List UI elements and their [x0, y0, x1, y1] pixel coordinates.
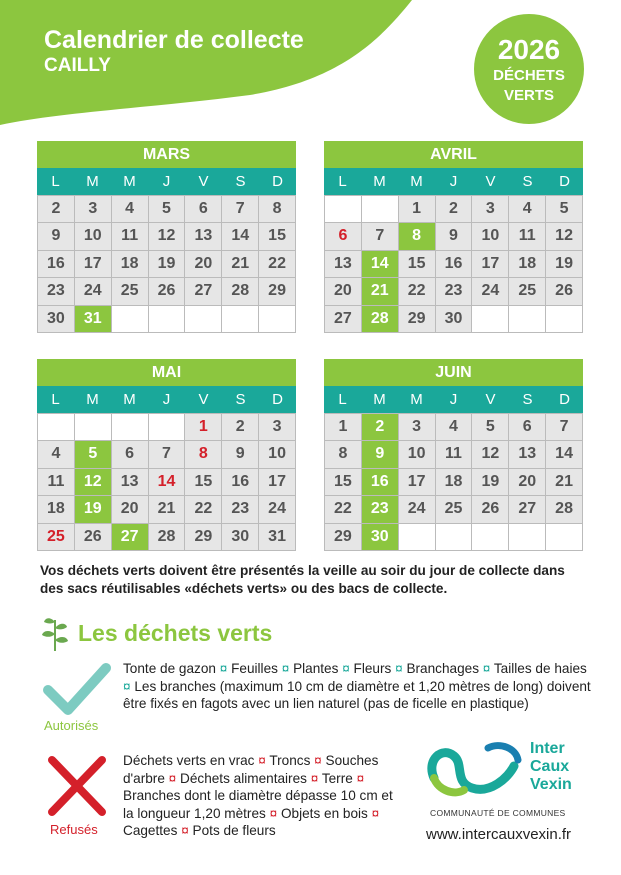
day-cell: 8	[325, 441, 362, 468]
day-cell: 17	[472, 251, 509, 278]
day-grid	[324, 413, 583, 551]
day-cell: 7	[546, 414, 583, 441]
day-cell: 12	[546, 223, 583, 250]
day-cell: 16	[436, 251, 473, 278]
weekday-label: D	[559, 391, 570, 408]
day-cell: 26	[472, 496, 509, 523]
weekday-label: L	[338, 391, 347, 408]
day-cell: 22	[185, 496, 222, 523]
day-cell: 30	[222, 524, 259, 551]
accepted-label: Autorisés	[44, 718, 99, 733]
day-cell: 24	[75, 278, 112, 305]
day-cell	[546, 306, 583, 333]
holiday-day: 25	[38, 524, 75, 551]
collection-day: 12	[75, 469, 112, 496]
day-cell: 3	[75, 196, 112, 223]
day-cell	[399, 524, 436, 551]
weekday-label: V	[198, 173, 209, 190]
day-cell: 20	[112, 496, 149, 523]
day-cell: 19	[149, 251, 186, 278]
logo-subtitle: COMMUNAUTÉ DE COMMUNES	[430, 808, 566, 818]
weekday-label: S	[235, 391, 246, 408]
month-calendar	[324, 141, 583, 333]
weekday-label: D	[559, 173, 570, 190]
day-grid	[324, 195, 583, 333]
separator-icon: ¤	[181, 823, 189, 838]
day-cell	[472, 306, 509, 333]
list-item: Plantes	[293, 661, 339, 676]
day-cell: 13	[185, 223, 222, 250]
day-cell: 25	[509, 278, 546, 305]
day-cell: 12	[149, 223, 186, 250]
weekday-label: D	[272, 173, 283, 190]
separator-icon: ¤	[258, 753, 266, 768]
separator-icon: ¤	[482, 661, 491, 676]
separator-icon: ¤	[395, 661, 403, 676]
day-cell: 6	[185, 196, 222, 223]
weekday-label: J	[449, 391, 458, 408]
day-cell: 15	[185, 469, 222, 496]
month-name: MARS	[37, 141, 296, 168]
day-cell: 11	[112, 223, 149, 250]
day-cell: 24	[259, 496, 296, 523]
day-cell	[222, 306, 259, 333]
day-cell: 5	[472, 414, 509, 441]
weekday-label: L	[51, 173, 60, 190]
day-cell: 4	[509, 196, 546, 223]
collection-day: 14	[362, 251, 399, 278]
day-cell: 15	[399, 251, 436, 278]
day-cell: 22	[399, 278, 436, 305]
day-cell	[436, 524, 473, 551]
day-cell: 28	[149, 524, 186, 551]
day-cell	[259, 306, 296, 333]
list-item: Feuilles	[231, 661, 278, 676]
separator-icon: ¤	[342, 661, 350, 676]
day-cell: 7	[362, 223, 399, 250]
collection-day: 19	[75, 496, 112, 523]
badge-year: 2026	[497, 34, 561, 65]
logo-line2: Caux	[530, 758, 570, 775]
separator-icon: ¤	[123, 678, 131, 694]
list-item: Cagettes	[123, 823, 178, 838]
day-cell: 3	[472, 196, 509, 223]
day-cell: 24	[399, 496, 436, 523]
day-cell: 25	[112, 278, 149, 305]
separator-icon: ¤	[168, 770, 177, 786]
refused-items	[123, 752, 405, 840]
day-cell: 16	[38, 251, 75, 278]
website-link[interactable]: www.intercauxvexin.fr	[426, 826, 572, 843]
day-cell: 29	[185, 524, 222, 551]
holiday-day: 14	[149, 469, 186, 496]
day-cell: 27	[509, 496, 546, 523]
list-item: Tailles de haies	[493, 661, 587, 676]
day-cell	[75, 414, 112, 441]
weekday-label: S	[522, 391, 533, 408]
list-item: Les branches (maximum 10 cm de diamètre et 1,20 mètres de long) doivent être fixés en fagots avec un lien naturel (pas de ficelle en plastique)	[123, 678, 591, 711]
weekday-header	[37, 168, 296, 195]
day-cell: 18	[112, 251, 149, 278]
day-cell: 23	[436, 278, 473, 305]
list-item: Tonte de gazon	[123, 661, 216, 676]
check-icon	[42, 660, 112, 718]
day-cell: 16	[222, 469, 259, 496]
day-cell: 26	[149, 278, 186, 305]
month-name: MAI	[37, 359, 296, 386]
weekday-label: M	[86, 391, 99, 408]
day-cell: 3	[399, 414, 436, 441]
day-cell	[185, 306, 222, 333]
day-cell: 15	[259, 223, 296, 250]
list-item: Objets en bois	[280, 805, 368, 821]
separator-icon: ¤	[371, 805, 380, 821]
day-cell: 6	[112, 441, 149, 468]
list-item: Déchets alimentaires	[180, 770, 307, 786]
separator-icon: ¤	[269, 805, 278, 821]
weekday-label: J	[449, 173, 458, 190]
holiday-day: 1	[185, 414, 222, 441]
day-cell: 1	[399, 196, 436, 223]
accepted-items	[123, 660, 593, 713]
day-grid	[37, 195, 296, 333]
separator-icon: ¤	[219, 661, 228, 676]
day-cell: 27	[325, 306, 362, 333]
year-badge	[474, 14, 584, 124]
day-cell: 28	[546, 496, 583, 523]
page-subtitle: CAILLY	[44, 55, 111, 76]
day-cell: 23	[38, 278, 75, 305]
list-item: Déchets verts en vrac	[123, 753, 255, 768]
day-cell: 13	[112, 469, 149, 496]
logo-line1: Inter	[530, 740, 565, 757]
day-cell: 6	[509, 414, 546, 441]
day-cell: 18	[38, 496, 75, 523]
day-cell: 11	[436, 441, 473, 468]
day-cell: 21	[222, 251, 259, 278]
weekday-label: V	[485, 173, 496, 190]
day-cell: 9	[222, 441, 259, 468]
collection-day: 27	[112, 524, 149, 551]
day-cell: 22	[325, 496, 362, 523]
day-cell: 1	[325, 414, 362, 441]
day-cell	[362, 196, 399, 223]
day-cell: 17	[399, 469, 436, 496]
day-cell	[546, 524, 583, 551]
collection-day: 16	[362, 469, 399, 496]
weekday-label: S	[522, 173, 533, 190]
section-title: Les déchets verts	[78, 620, 273, 646]
weekday-label: M	[123, 391, 136, 408]
day-cell: 28	[222, 278, 259, 305]
page-title: Calendrier de collecte	[44, 26, 304, 54]
day-cell: 9	[38, 223, 75, 250]
collection-day: 31	[75, 306, 112, 333]
holiday-day: 6	[325, 223, 362, 250]
day-cell: 2	[38, 196, 75, 223]
badge-line2: VERTS	[503, 87, 554, 104]
day-cell: 11	[509, 223, 546, 250]
list-item: Pots de fleurs	[192, 823, 276, 838]
day-cell: 18	[509, 251, 546, 278]
day-cell: 3	[259, 414, 296, 441]
weekday-label: V	[485, 391, 496, 408]
weekday-label: L	[338, 173, 347, 190]
day-cell	[149, 414, 186, 441]
collection-day: 5	[75, 441, 112, 468]
day-cell: 4	[38, 441, 75, 468]
month-name: AVRIL	[324, 141, 583, 168]
collection-day: 8	[399, 223, 436, 250]
separator-icon: ¤	[281, 661, 290, 676]
day-cell: 4	[436, 414, 473, 441]
weekday-label: M	[86, 173, 99, 190]
day-cell: 7	[222, 196, 259, 223]
day-cell	[112, 306, 149, 333]
day-cell: 27	[185, 278, 222, 305]
collection-notice: Vos déchets verts doivent être présentés la veille au soir du jour de collecte dans des sacs réutilisables «déchets verts» ou des bacs de collecte.	[40, 563, 565, 596]
list-item: Branchages	[406, 661, 479, 676]
weekday-label: V	[198, 391, 209, 408]
list-item: Fleurs	[353, 661, 392, 676]
day-cell	[112, 414, 149, 441]
month-calendar	[324, 359, 583, 551]
list-item: Terre	[321, 770, 353, 786]
collection-day: 23	[362, 496, 399, 523]
month-calendar	[37, 359, 296, 551]
day-cell: 29	[399, 306, 436, 333]
holiday-day: 8	[185, 441, 222, 468]
day-cell: 13	[509, 441, 546, 468]
day-cell: 18	[436, 469, 473, 496]
day-cell: 31	[259, 524, 296, 551]
day-cell: 21	[546, 469, 583, 496]
weekday-header	[324, 168, 583, 195]
badge-line1: DÉCHETS	[493, 67, 565, 84]
day-cell: 24	[472, 278, 509, 305]
day-cell	[509, 524, 546, 551]
day-cell: 30	[436, 306, 473, 333]
day-cell: 2	[436, 196, 473, 223]
day-cell: 14	[546, 441, 583, 468]
logo-text	[530, 740, 572, 794]
day-cell: 23	[222, 496, 259, 523]
day-cell: 12	[472, 441, 509, 468]
day-grid	[37, 413, 296, 551]
day-cell	[325, 196, 362, 223]
day-cell: 19	[546, 251, 583, 278]
day-cell: 15	[325, 469, 362, 496]
weekday-label: S	[235, 173, 246, 190]
weekday-label: M	[373, 173, 386, 190]
day-cell: 26	[546, 278, 583, 305]
day-cell: 21	[149, 496, 186, 523]
leaf-icon	[40, 614, 70, 652]
day-cell: 5	[546, 196, 583, 223]
day-cell: 4	[112, 196, 149, 223]
day-cell: 22	[259, 251, 296, 278]
weekday-label: J	[162, 391, 171, 408]
weekday-label: M	[373, 391, 386, 408]
weekday-label: J	[162, 173, 171, 190]
collection-day: 21	[362, 278, 399, 305]
list-item: Souches d'arbre	[123, 753, 379, 786]
day-cell: 2	[222, 414, 259, 441]
weekday-label: L	[51, 391, 60, 408]
day-cell	[38, 414, 75, 441]
day-cell: 13	[325, 251, 362, 278]
day-cell: 10	[75, 223, 112, 250]
weekday-label: M	[410, 173, 423, 190]
day-cell: 5	[149, 196, 186, 223]
day-cell: 9	[436, 223, 473, 250]
collection-day: 30	[362, 524, 399, 551]
weekday-header	[37, 386, 296, 413]
weekday-label: D	[272, 391, 283, 408]
weekday-header	[324, 386, 583, 413]
day-cell: 10	[472, 223, 509, 250]
cross-icon	[46, 754, 108, 818]
separator-icon: ¤	[314, 753, 322, 768]
day-cell: 20	[509, 469, 546, 496]
day-cell	[472, 524, 509, 551]
list-item: Branches dont le diamètre dépasse 10 cm et la longueur 1,20 mètres	[123, 788, 393, 821]
day-cell: 26	[75, 524, 112, 551]
day-cell: 17	[259, 469, 296, 496]
collection-day: 9	[362, 441, 399, 468]
list-item: Troncs	[269, 753, 311, 768]
separator-icon: ¤	[356, 770, 365, 786]
day-cell: 8	[259, 196, 296, 223]
day-cell: 20	[185, 251, 222, 278]
day-cell: 25	[436, 496, 473, 523]
collection-day: 28	[362, 306, 399, 333]
separator-icon: ¤	[310, 770, 319, 786]
day-cell: 19	[472, 469, 509, 496]
day-cell: 7	[149, 441, 186, 468]
weekday-label: M	[410, 391, 423, 408]
day-cell: 11	[38, 469, 75, 496]
day-cell: 29	[259, 278, 296, 305]
day-cell: 17	[75, 251, 112, 278]
logo-line3: Vexin	[530, 776, 572, 793]
refused-label: Refusés	[50, 822, 98, 837]
collection-day: 2	[362, 414, 399, 441]
month-name: JUIN	[324, 359, 583, 386]
day-cell: 30	[38, 306, 75, 333]
day-cell: 29	[325, 524, 362, 551]
weekday-label: M	[123, 173, 136, 190]
day-cell: 20	[325, 278, 362, 305]
day-cell: 10	[259, 441, 296, 468]
day-cell	[149, 306, 186, 333]
day-cell	[509, 306, 546, 333]
month-calendar	[37, 141, 296, 333]
day-cell: 10	[399, 441, 436, 468]
day-cell: 14	[222, 223, 259, 250]
